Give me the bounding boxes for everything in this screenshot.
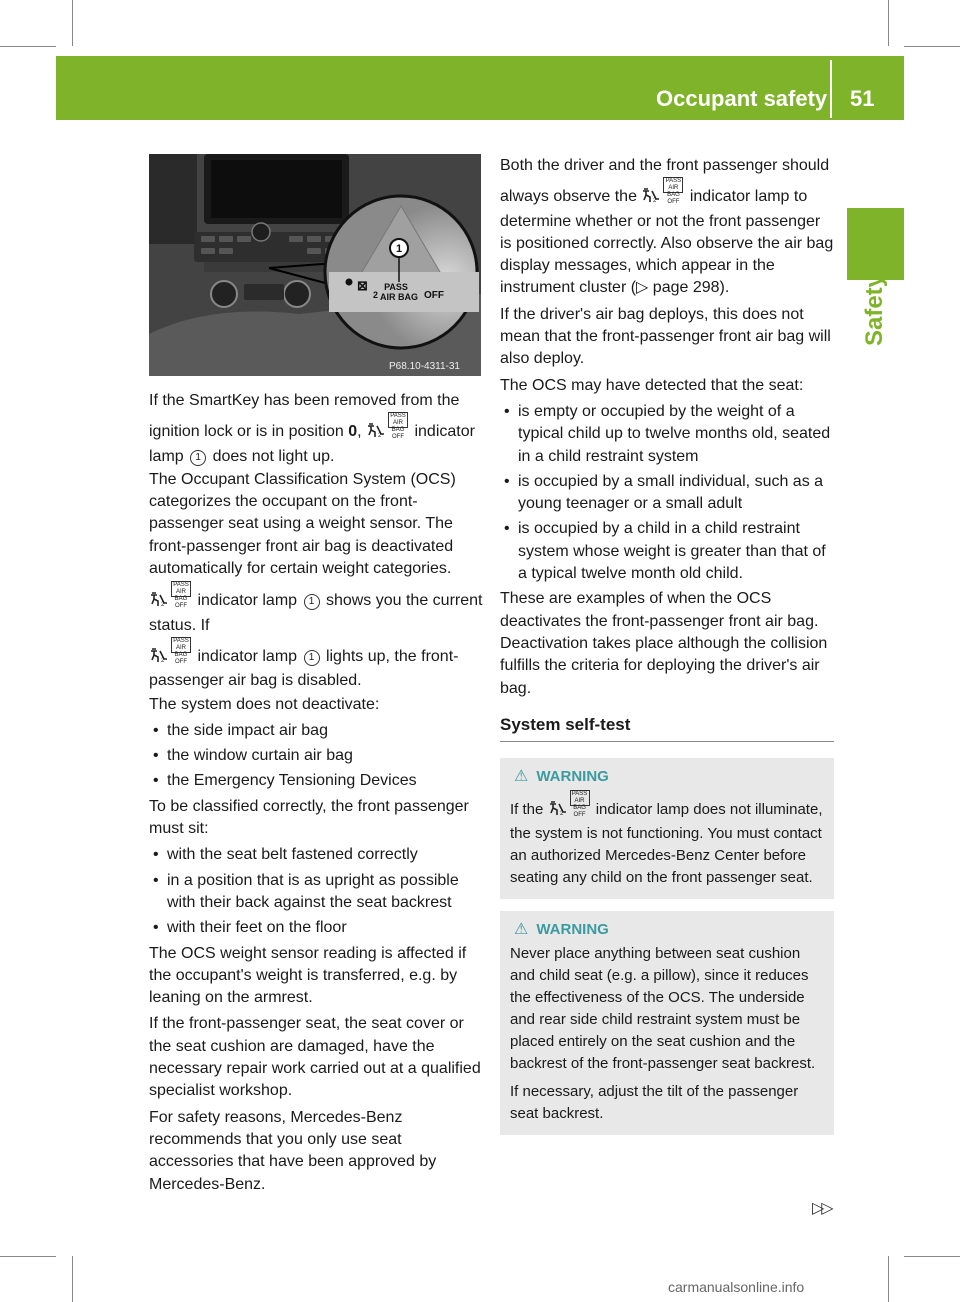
crop-mark bbox=[0, 1256, 56, 1257]
crop-mark bbox=[888, 1256, 889, 1302]
list-item: • the window curtain air bag bbox=[149, 745, 483, 767]
list-item: • the side impact air bag bbox=[149, 720, 483, 742]
pass-airbag-off-icon: PASS AIR BAG OFF bbox=[663, 177, 683, 193]
warning-box bbox=[500, 911, 834, 1135]
svg-text:2: 2 bbox=[161, 602, 165, 608]
header-divider bbox=[830, 60, 832, 118]
crop-mark bbox=[904, 1256, 960, 1257]
crop-mark bbox=[888, 0, 889, 46]
svg-text:2: 2 bbox=[378, 433, 382, 439]
paragraph: The OCS may have detected that the seat: bbox=[500, 376, 804, 394]
airbag-seat-icon bbox=[366, 422, 386, 445]
airbag-seat-icon bbox=[149, 591, 169, 614]
crop-mark bbox=[904, 46, 960, 47]
continue-marks: ▷▷ bbox=[812, 1200, 831, 1217]
dashboard-photo bbox=[149, 154, 481, 376]
photo-off-label: OFF bbox=[424, 290, 444, 301]
warning-heading: WARNING bbox=[536, 768, 609, 786]
svg-text:2: 2 bbox=[653, 198, 657, 204]
warning-triangle-icon: ⚠ bbox=[514, 768, 529, 786]
warning-text: If necessary, adjust the tilt of the passenger seat backrest. bbox=[510, 1083, 799, 1123]
paragraph: To be classified correctly, the front passenger must sit: bbox=[149, 797, 469, 838]
paragraph: Both the driver and the front passenger should always observe the 2 PASS AIR BAG OFF indicator lamp to determine whether or not the front passenger is positioned correctly. Also observe the air bag display messages, which appear in the instrument cluster (▷ page 298). bbox=[500, 157, 834, 297]
pass-airbag-off-icon: PASS AIR BAG OFF bbox=[171, 581, 191, 597]
photo-sub-label: 2 bbox=[373, 290, 379, 300]
crop-mark bbox=[72, 1256, 73, 1302]
paragraph: 2 PASS AIR BAG OFF indicator lamp 1 shows you the current status. If 2 PASS AIR BAG OFF indicator lamp 1 lights up, the front-passenger air bag is disabled. bbox=[149, 582, 483, 690]
list-item: • is empty or occupied by the weight of a typical child up to twelve months old, seated in a child restraint system bbox=[500, 401, 834, 468]
side-tab-marker bbox=[847, 208, 904, 280]
warning-text: Never place anything between seat cushion and child seat (e.g. a pillow), since it reduces the effectiveness of the OCS. The underside and rear side child restraint system must be placed entirely on the seat cushion and the backrest of the front-passenger seat backrest. bbox=[510, 945, 816, 1073]
airbag-seat-icon bbox=[548, 800, 568, 823]
left-column bbox=[149, 390, 483, 1197]
paragraph: These are examples of when the OCS deactivates the front-passenger front air bag. Deactivation takes place although the collision fulfills the criteria for deploying the driver's air bag. bbox=[500, 590, 828, 697]
paragraph: The Occupant Classification System (OCS) categorizes the occupant on the front-passenger seat using a weight sensor. The front-passenger front air bag is deactivated automatically for certain weight categories. bbox=[149, 470, 456, 578]
crop-mark bbox=[72, 0, 73, 46]
figure-id: P68.10-4311-31 bbox=[389, 361, 460, 372]
paragraph: The OCS weight sensor reading is affected if the occupant's weight is transferred, e.g. by leaning on the armrest. bbox=[149, 944, 467, 1007]
side-tab-label: Safety bbox=[861, 273, 888, 347]
right-column bbox=[500, 155, 834, 1147]
airbag-seat-icon bbox=[641, 187, 661, 210]
warning-heading: WARNING bbox=[536, 921, 609, 939]
paragraph: The system does not deactivate: bbox=[149, 695, 380, 713]
page-ref-arrow: ▷ bbox=[636, 279, 649, 297]
paragraph: If the front-passenger seat, the seat cover or the seat cushion are damaged, have the necessary repair work carried out at a qualified specialist workshop. bbox=[149, 1015, 481, 1100]
photo-callout-number: 1 bbox=[395, 243, 403, 255]
list-item: • the Emergency Tensioning Devices bbox=[149, 770, 483, 792]
page-title: Occupant safety bbox=[656, 86, 828, 111]
pass-airbag-off-icon: PASS AIR BAG OFF bbox=[388, 412, 408, 428]
svg-text:2: 2 bbox=[559, 811, 563, 817]
pass-airbag-off-icon: PASS AIR BAG OFF bbox=[171, 637, 191, 653]
photo-pass-label: PASS bbox=[384, 282, 408, 292]
list-item: • is occupied by a small individual, such as a young teenager or a small adult bbox=[500, 471, 834, 516]
paragraph: If the driver's air bag deploys, this does not mean that the front-passenger front air bag will also deploy. bbox=[500, 305, 831, 368]
paragraph: If the SmartKey has been removed from the ignition lock or is in position 0, 2 PASS AIR BAG OFF indicator lamp 1 does not light up. bbox=[149, 392, 475, 465]
warning-triangle-icon: ⚠ bbox=[514, 921, 529, 939]
crop-mark bbox=[0, 46, 56, 47]
list-item: • with the seat belt fastened correctly bbox=[149, 844, 483, 866]
list-item: • is occupied by a child in a child restraint system whose weight is greater than that of a typical twelve month old child. bbox=[500, 518, 834, 585]
svg-text:2: 2 bbox=[161, 657, 165, 663]
callout-marker: 1 bbox=[190, 450, 206, 466]
watermark: carmanualsonline.info bbox=[668, 1279, 805, 1295]
photo-airbag-label: AIR BAG bbox=[380, 292, 418, 302]
pass-airbag-off-icon: PASS AIR BAG OFF bbox=[570, 790, 590, 806]
callout-marker: 1 bbox=[304, 650, 320, 666]
callout-marker: 1 bbox=[304, 594, 320, 610]
list-item: • with their feet on the floor bbox=[149, 917, 483, 939]
warning-text: If the 2 PASS AIR BAG OFF indicator lamp does not illuminate, the system is not functioning. You must contact an authorized Mercedes-Benz Center before seating any child on the front passenger seat. bbox=[510, 791, 823, 887]
page-number: 51 bbox=[850, 86, 875, 111]
warning-box bbox=[500, 758, 834, 899]
section-title: System self-test bbox=[500, 714, 834, 742]
paragraph: For safety reasons, Mercedes-Benz recommends that you only use seat accessories that have been approved by Mercedes-Benz. bbox=[149, 1108, 437, 1193]
svg-text:⊠: ⊠ bbox=[357, 278, 368, 293]
list-item: • in a position that is as upright as possible with their back against the seat backrest bbox=[149, 870, 483, 915]
airbag-seat-icon bbox=[149, 647, 169, 670]
